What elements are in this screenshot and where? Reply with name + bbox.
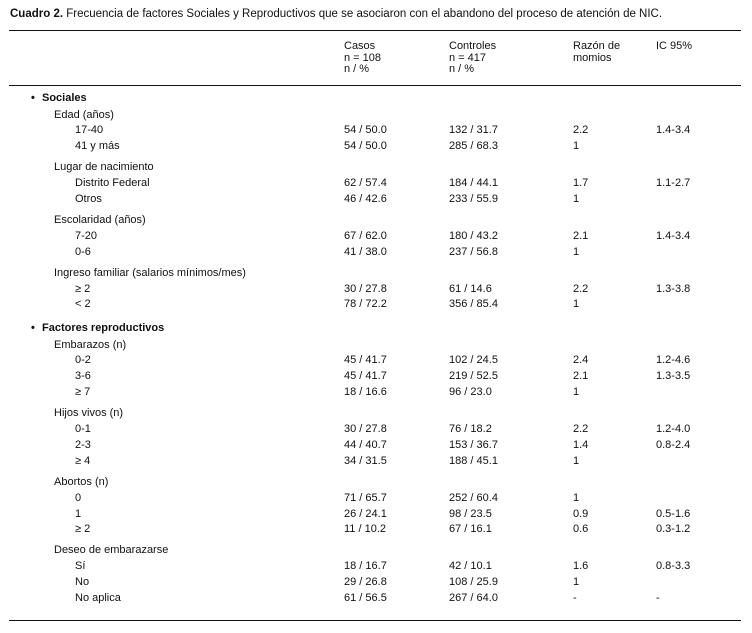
- cell-casos: 34 / 31.5: [344, 454, 387, 467]
- cell-controles: 219 / 52.5: [449, 370, 498, 383]
- row-label: 0: [75, 491, 82, 504]
- cell-controles: 61 / 14.6: [449, 282, 492, 295]
- cell-controles: 102 / 24.5: [449, 354, 498, 367]
- group-label: Edad (años): [54, 108, 114, 121]
- cell-controles: 132 / 31.7: [449, 124, 498, 137]
- cell-razon-momios: 0.6: [573, 523, 589, 536]
- section-title: Factores reproductivos: [42, 322, 165, 334]
- cell-razon-momios: 2.1: [573, 229, 589, 242]
- row-label: 3-6: [75, 370, 91, 383]
- section-bullet: •: [31, 92, 35, 104]
- cell-razon-momios: 1.7: [573, 177, 589, 190]
- cell-ic95: 1.2-4.6: [656, 354, 691, 367]
- group-label: Deseo de embarazarse: [54, 544, 169, 557]
- cell-ic95: 1.4-3.4: [656, 229, 691, 242]
- row-label: ≥ 2: [75, 523, 91, 536]
- row-label: < 2: [75, 298, 91, 311]
- cell-razon-momios: 1: [573, 140, 580, 153]
- header-razon-momios: Razón de momios: [573, 40, 621, 64]
- row-label: 17-40: [75, 124, 104, 137]
- cell-casos: 18 / 16.6: [344, 386, 387, 399]
- cell-razon-momios: 1: [573, 245, 580, 258]
- row-label: 0-1: [75, 423, 91, 435]
- group-label: Hijos vivos (n): [54, 407, 124, 420]
- cell-casos: 54 / 50.0: [344, 124, 387, 137]
- cell-razon-momios: 1.4: [573, 438, 589, 451]
- cell-razon-momios: 2.4: [573, 354, 589, 367]
- cell-ic95: 1.2-4.0: [656, 423, 691, 435]
- cell-controles: 67 / 16.1: [449, 523, 492, 536]
- cell-controles: 356 / 85.4: [449, 298, 498, 311]
- cell-casos: 78 / 72.2: [344, 298, 387, 311]
- cell-razon-momios: 1: [573, 576, 580, 589]
- group-label: Embarazos (n): [54, 338, 127, 351]
- cell-ic95: -: [656, 592, 660, 604]
- cell-casos: 45 / 41.7: [344, 370, 387, 383]
- row-label: 2-3: [75, 438, 91, 451]
- caption-label: Cuadro 2.: [10, 8, 64, 20]
- row-label: 7-20: [75, 229, 98, 242]
- cell-controles: 252 / 60.4: [449, 491, 498, 504]
- cell-razon-momios: 2.2: [573, 124, 589, 137]
- cell-casos: 71 / 65.7: [344, 491, 387, 504]
- cell-casos: 18 / 16.7: [344, 560, 387, 573]
- cell-controles: 188 / 45.1: [449, 454, 498, 467]
- cell-casos: 67 / 62.0: [344, 229, 387, 242]
- header-ic95: IC 95%: [656, 40, 693, 52]
- cell-razon-momios: 1: [573, 491, 580, 504]
- cell-ic95: 1.1-2.7: [656, 177, 691, 190]
- cell-razon-momios: 2.1: [573, 370, 589, 383]
- cell-controles: 180 / 43.2: [449, 229, 498, 242]
- row-label: ≥ 7: [75, 386, 91, 399]
- cell-casos: 26 / 24.1: [344, 507, 387, 520]
- section-title: Sociales: [42, 92, 87, 104]
- section-bullet: •: [31, 322, 35, 334]
- cell-ic95: 0.8-3.3: [656, 560, 691, 573]
- cell-controles: 233 / 55.9: [449, 193, 498, 205]
- table-caption: [10, 8, 662, 20]
- cell-razon-momios: 1: [573, 454, 580, 467]
- row-label: Sí: [75, 560, 86, 573]
- cell-ic95: 1.3-3.8: [656, 282, 691, 295]
- bottom-rule: [9, 620, 741, 621]
- cell-controles: 76 / 18.2: [449, 423, 492, 435]
- row-label: ≥ 2: [75, 282, 91, 295]
- row-label: 41 y más: [75, 140, 120, 153]
- top-rule: [9, 30, 741, 31]
- header-casos: Casos n = 108 n / %: [344, 40, 382, 75]
- cell-controles: 153 / 36.7: [449, 438, 498, 451]
- row-label: Otros: [75, 193, 102, 205]
- group-label: Ingreso familiar (salarios mínimos/mes): [54, 266, 246, 279]
- caption-text: Frecuencia de factores Sociales y Reproductivos que se asociaron con el abandono del proceso de atención de NIC.: [66, 8, 663, 20]
- cell-razon-momios: 1: [573, 193, 580, 205]
- cell-razon-momios: 1: [573, 386, 580, 399]
- cell-controles: 96 / 23.0: [449, 386, 492, 399]
- header-controles: Controles n = 417 n / %: [449, 40, 497, 75]
- cell-ic95: 1.4-3.4: [656, 124, 691, 137]
- row-label: No: [75, 576, 90, 589]
- cell-ic95: 0.3-1.2: [656, 523, 691, 536]
- cell-razon-momios: -: [573, 592, 577, 604]
- cell-controles: 267 / 64.0: [449, 592, 498, 604]
- cell-casos: 30 / 27.8: [344, 282, 387, 295]
- cell-controles: 108 / 25.9: [449, 576, 498, 589]
- cell-razon-momios: 1: [573, 298, 580, 311]
- cell-controles: 237 / 56.8: [449, 245, 498, 258]
- group-label: Lugar de nacimiento: [54, 161, 154, 174]
- cell-razon-momios: 1.6: [573, 560, 589, 573]
- cell-casos: 61 / 56.5: [344, 592, 387, 604]
- cell-casos: 30 / 27.8: [344, 423, 387, 435]
- cell-casos: 29 / 26.8: [344, 576, 387, 589]
- cell-razon-momios: 2.2: [573, 282, 589, 295]
- group-label: Abortos (n): [54, 475, 109, 488]
- cell-controles: 98 / 23.5: [449, 507, 492, 520]
- cell-ic95: 1.3-3.5: [656, 370, 691, 383]
- row-label: 0-6: [75, 245, 91, 258]
- row-label: No aplica: [75, 592, 121, 604]
- cell-ic95: 0.5-1.6: [656, 507, 691, 520]
- header-rule: [9, 85, 741, 86]
- cell-controles: 42 / 10.1: [449, 560, 492, 573]
- cell-casos: 54 / 50.0: [344, 140, 387, 153]
- cell-casos: 11 / 10.2: [344, 523, 386, 536]
- cell-controles: 285 / 68.3: [449, 140, 498, 153]
- cell-casos: 41 / 38.0: [344, 245, 387, 258]
- cell-razon-momios: 0.9: [573, 507, 589, 520]
- group-label: Escolaridad (años): [54, 213, 146, 226]
- row-label: Distrito Federal: [75, 177, 150, 190]
- row-label: ≥ 4: [75, 454, 91, 467]
- cell-controles: 184 / 44.1: [449, 177, 498, 190]
- cell-ic95: 0.8-2.4: [656, 438, 691, 451]
- row-label: 0-2: [75, 354, 91, 367]
- row-label: 1: [75, 507, 82, 520]
- cell-casos: 62 / 57.4: [344, 177, 387, 190]
- cell-casos: 45 / 41.7: [344, 354, 387, 367]
- cell-casos: 44 / 40.7: [344, 438, 387, 451]
- cell-casos: 46 / 42.6: [344, 193, 387, 205]
- cell-razon-momios: 2.2: [573, 423, 589, 435]
